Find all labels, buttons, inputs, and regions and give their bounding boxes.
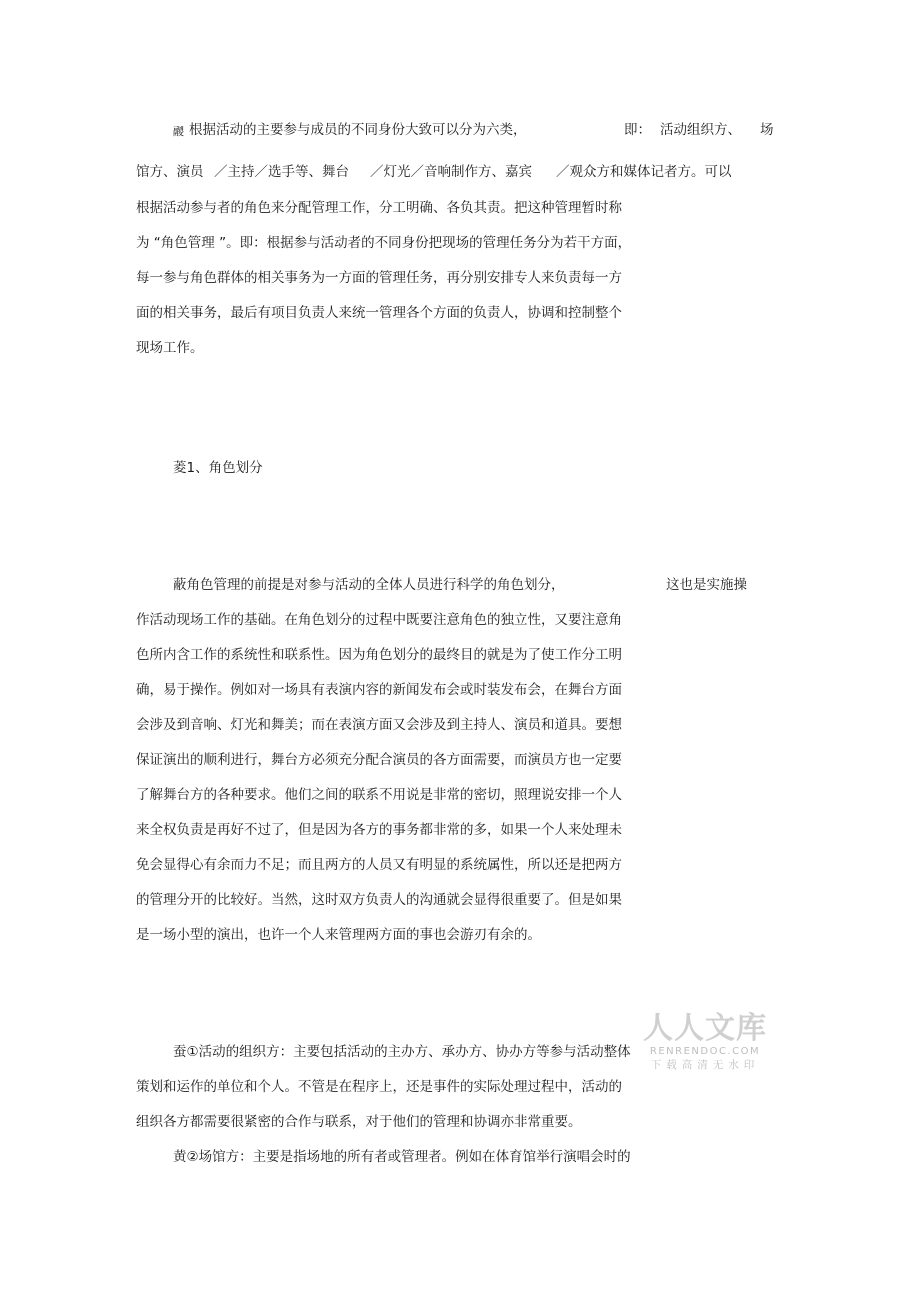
- text-line: 场: [760, 122, 774, 138]
- watermark-subtitle: 下载高清无水印: [650, 1059, 760, 1071]
- text-line: 这也是实施操: [666, 577, 747, 593]
- text-line: 保证演出的顺利进行，舞台方必须充分配合演员的各方面需要，而演员方也一定要: [136, 752, 622, 768]
- stray-glyph: 鬷: [173, 125, 184, 138]
- text-line: 蔽角色管理的前提是对参与活动的全体人员进行科学的角色划分，: [173, 577, 565, 593]
- text-line: 作活动现场工作的基础。在角色划分的过程中既要注意角色的独立性，又要注意角: [136, 612, 622, 628]
- text-line: 会涉及到音响、灯光和舞美；而在表演方面又会涉及到主持人、演员和道具。要想: [136, 717, 622, 733]
- text-line: 每一参与角色群体的相关事务为一方面的管理任务，再分别安排专人来负责每一方: [136, 270, 622, 286]
- text-line: 免会显得心有余而力不足；而且两方的人员又有明显的系统属性，所以还是把两方: [136, 857, 622, 873]
- text-line: 面的相关事务，最后有项目负责人来统一管理各个方面的负责人，协调和控制整个: [136, 305, 622, 321]
- text-line: ／灯光／音响制作方、嘉宾: [370, 164, 532, 180]
- text-line: 了解舞台方的各种要求。他们之间的联系不用说是非常的密切，照理说安排一个人: [136, 787, 622, 803]
- text-line: 根据活动的主要参与成员的不同身份大致可以分为六类，: [189, 122, 527, 138]
- text-line: 根据活动参与者的角色来分配管理工作，分工明确、各负其责。把这种管理暂时称: [136, 200, 622, 216]
- text-line: 确，易于操作。例如对一场具有表演内容的新闻发布会或时装发布会，在舞台方面: [136, 682, 622, 698]
- text-line: 为 “角色管理 ”。即：根据参与活动者的不同身份把现场的管理任务分为若干方面，: [136, 235, 632, 251]
- text-line: 馆方、演员: [136, 164, 204, 180]
- text-line: 组织各方都需要很紧密的合作与联系，对于他们的管理和协调亦非常重要。: [136, 1114, 582, 1130]
- text-line: 策划和运作的单位和个人。不管是在程序上，还是事件的实际处理过程中，活动的: [136, 1079, 622, 1095]
- text-line: 色所内含工作的系统性和联系性。因为角色划分的最终目的就是为了使工作分工明: [136, 647, 622, 663]
- text-line: 是一场小型的演出，也许一个人来管理两方面的事也会游刃有余的。: [136, 927, 541, 943]
- text-line: 即：: [624, 122, 651, 138]
- text-line: 蚕①活动的组织方：主要包括活动的主办方、承办方、协办方等参与活动整体: [173, 1044, 631, 1060]
- text-line: 来全权负责是再好不过了，但是因为各方的事务都非常的多，如果一个人来处理未: [136, 822, 622, 838]
- section-heading: 菱1、角色划分: [173, 460, 263, 476]
- text-line: 现场工作。: [136, 340, 204, 356]
- text-line: 黄②场馆方：主要是指场地的所有者或管理者。例如在体育馆举行演唱会时的: [173, 1149, 631, 1165]
- watermark-url: RENRENDOC.COM: [649, 1046, 761, 1057]
- watermark-logo: [640, 1012, 770, 1072]
- text-line: 活动组织方、: [660, 122, 741, 138]
- text-line: ／观众方和媒体记者方。可以: [556, 164, 732, 180]
- text-line: 的管理分开的比较好。当然，这时双方负责人的沟通就会显得很重要了。但是如果: [136, 892, 622, 908]
- watermark-title: 人人文库: [643, 1011, 767, 1046]
- text-line: ／主持／选手等、舞台: [214, 164, 349, 180]
